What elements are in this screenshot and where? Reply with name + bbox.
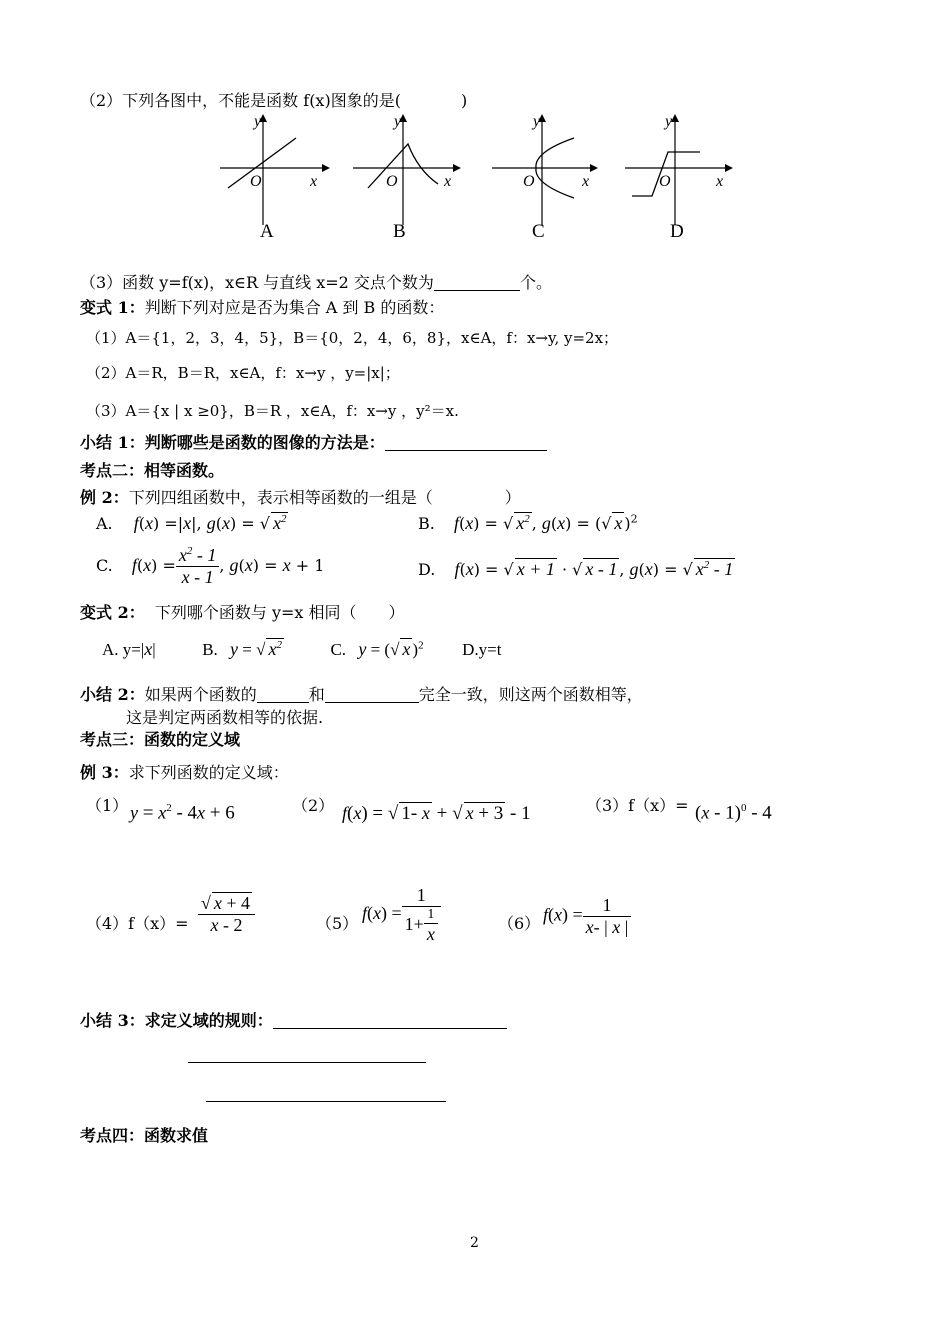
summary-2-blank-2[interactable] — [325, 686, 419, 703]
e2-option-a: A. f(x) =|x|, g(x) = √ $x^2$ — [96, 513, 287, 533]
graph-a-y-label: y — [254, 113, 262, 130]
e3-part-4-formula: $\frac{√ x + 4}{x - 2}$ — [198, 892, 255, 936]
summary-3-blank-1[interactable] — [273, 1012, 507, 1029]
graph-d-x-label: x — [716, 173, 724, 190]
summary-2-line-2: 这是判定两函数相等的依据. — [126, 708, 324, 727]
v2-option-b-label: B. — [202, 640, 218, 659]
graph-c-x-label: x — [582, 173, 590, 190]
graph-c-origin-label: O — [523, 173, 535, 190]
e3-part-1-formula: $y = x^2 - 4x + 6$ — [130, 802, 235, 824]
graph-a — [220, 113, 330, 242]
v2-options: A. y=|x| B. y = √ $x^2$ C. y = (√ x )$^2$ D.y=t — [102, 639, 502, 659]
graph-c-y-label: y — [533, 113, 541, 130]
graph-b-y-label: y — [394, 113, 402, 130]
graph-c — [492, 113, 598, 242]
v2-option-d-label: D.y=t — [462, 640, 502, 659]
e3-part-3-label: （3）f（x）= — [586, 796, 689, 815]
section-2-heading: 考点二：相等函数。 — [80, 461, 225, 480]
e2-option-b-label: B. — [418, 514, 435, 533]
e3-part-5-formula: f(x) = 1 1+ $\frac{1}{x}$ — [362, 885, 441, 945]
v1-heading — [80, 295, 444, 318]
v2-option-a-label: A. y= — [102, 640, 141, 659]
example-3-title: 例 3： — [80, 763, 129, 782]
example-3-text: 求下列函数的定义域： — [128, 763, 289, 782]
example-2-close: ） — [504, 488, 521, 507]
graph-d-origin-label: O — [659, 173, 671, 190]
example-2-text: 下列四组函数中，表示相等函数的一组是（ — [128, 488, 433, 507]
page-number: 2 — [470, 1235, 479, 1251]
e3-part-5-label: （5） — [316, 914, 359, 933]
summary-1 — [80, 430, 547, 453]
e2-option-a-label: A. — [96, 514, 113, 533]
graph-b-label: B — [393, 221, 406, 242]
summary-1-text: 小结 1：判断哪些是函数的图像的方法是： — [80, 433, 385, 452]
section-3-heading: 考点三：函数的定义域 — [80, 730, 241, 749]
summary-3-text: 小结 3：求定义域的规则： — [80, 1011, 273, 1030]
v1-text: 判断下列对应是否为集合 A 到 B 的函数： — [144, 298, 445, 317]
graph-b-x-label: x — [444, 173, 452, 190]
summary-2-title: 小结 2： — [80, 685, 145, 704]
e2-option-c: C. f(x) = $\frac{x^2 - 1}{x - 1}$ , g(x) = x + 1 — [96, 545, 325, 587]
summary-2-text-b: 和 — [308, 685, 325, 704]
e3-part-1-label: （1） — [86, 796, 129, 815]
summary-2-blank-1[interactable] — [257, 686, 309, 703]
graph-b — [353, 113, 461, 242]
e3-part-2-formula: f(x) = √ 1- x + √ x + 3 - 1 — [342, 803, 531, 824]
summary-2 — [80, 682, 643, 705]
v1-title: 变式 1： — [80, 298, 145, 317]
v1-item-2: （2）A＝R，B＝R，x∈A，f：x→y ，y=|x|； — [86, 364, 400, 382]
e3-part-2-label: （2） — [292, 796, 335, 815]
v1-item-3: （3）A＝{x | x ≥0}，B＝R ，x∈A，f：x→y ，y²＝x. — [86, 402, 459, 420]
summary-3-blank-3[interactable] — [206, 1101, 446, 1102]
example-2 — [80, 485, 521, 508]
e3-part-4-label: （4）f（x）= — [86, 914, 189, 933]
summary-3 — [80, 1008, 507, 1031]
graph-b-origin-label: O — [386, 173, 398, 190]
q2-stem: （2）下列各图中，不能是函数 f(x)图象的是( — [80, 91, 401, 110]
v2-heading — [80, 600, 405, 623]
q2-close: ) — [460, 91, 468, 110]
q3-suffix: 个。 — [519, 273, 552, 292]
section-4-heading: 考点四：函数求值 — [80, 1126, 209, 1145]
summary-2-text-c: 完全一致，则这两个函数相等， — [418, 685, 643, 704]
v1-item-1: （1）A＝{1，2，3，4，5}，B＝{0，2，4，6，8}，x∈A，f：x→y, y=2x； — [86, 329, 619, 347]
e3-part-6-label: （6） — [498, 914, 541, 933]
graph-a-x-label: x — [310, 173, 318, 190]
v2-title: 变式 2： — [80, 603, 145, 622]
graph-a-origin-label: O — [250, 173, 262, 190]
q3 — [80, 270, 552, 293]
e2-option-d: D. f(x) = √ x + 1 · √ x - 1 , g(x) = √ $x^2 - 1$ — [418, 559, 734, 579]
v2-text: 下列哪个函数与 y=x 相同（ — [154, 603, 357, 622]
v2-option-c-label: C. — [330, 640, 347, 659]
summary-1-blank[interactable] — [385, 434, 547, 451]
v2-close: ） — [388, 603, 405, 622]
q3-text: （3）函数 y=f(x)，x∈R 与直线 x=2 交点个数为 — [80, 273, 434, 292]
example-3 — [80, 760, 289, 783]
graph-d-y-label: y — [665, 113, 673, 130]
graph-d-label: D — [670, 221, 684, 242]
graph-c-label: C — [532, 221, 545, 242]
e2-option-b: B. f(x) = √ $x^2$ , g(x) = (√ x )$^2$ — [418, 512, 638, 533]
e2-option-c-label: C. — [96, 556, 113, 575]
graph-d — [625, 113, 733, 242]
summary-3-blank-2[interactable] — [188, 1062, 426, 1063]
example-2-title: 例 2： — [80, 488, 129, 507]
graph-a-label: A — [260, 221, 274, 242]
e3-part-3-formula: (x - 1)$^0$ - 4 — [695, 802, 772, 824]
e3-part-6-formula: f(x) = $\frac{1}{x- | x |}$ — [543, 895, 631, 938]
e2-option-d-label: D. — [418, 560, 436, 579]
q2-text — [80, 88, 467, 111]
summary-2-text-a: 如果两个函数的 — [144, 685, 257, 704]
q3-blank[interactable] — [434, 274, 520, 291]
q2-graphs — [210, 110, 750, 245]
